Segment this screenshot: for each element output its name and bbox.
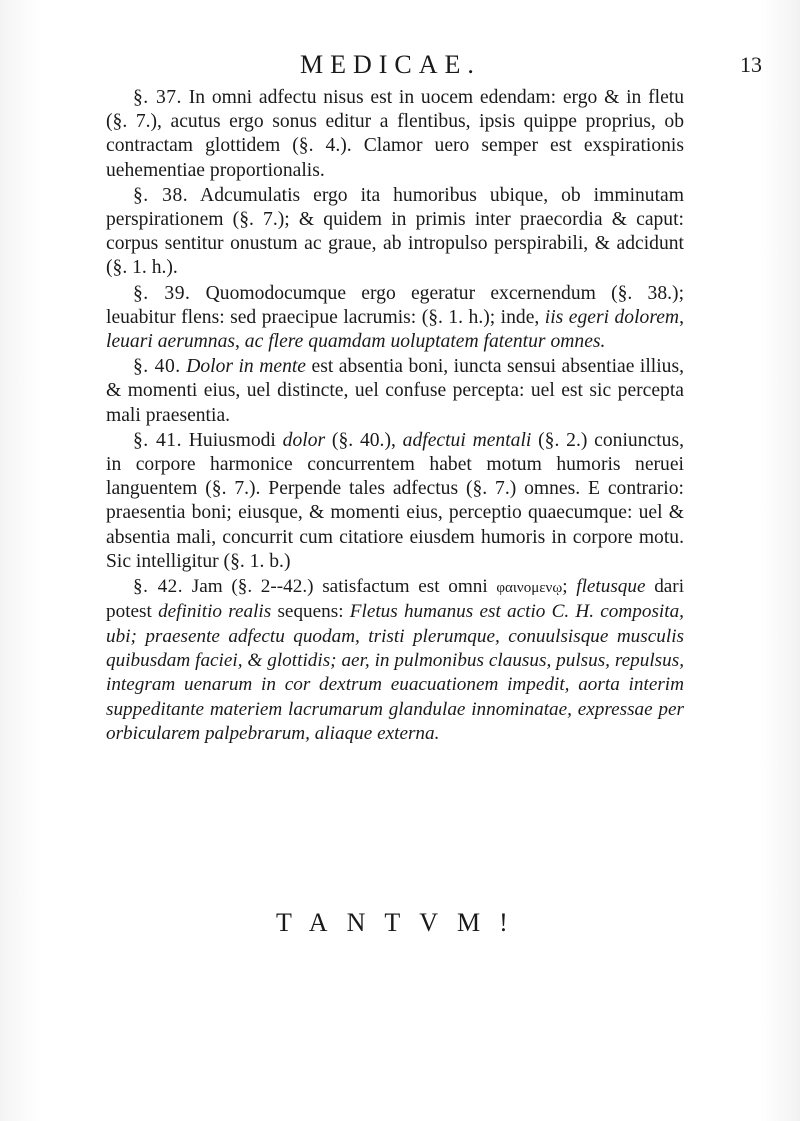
text-run: (§. 40.), bbox=[325, 429, 403, 451]
italic-text: dolor bbox=[282, 429, 326, 451]
text-run: , bbox=[235, 331, 245, 353]
text-run: Adcumulatis ergo ita humoribus ubique, ob imminutam perspirationem (§. 7.); & quidem in primis inter praecordia & caput: corpus sentitur onustum ac graue, ab intropulso perspirabili, & adcidunt (§. 1. h.). bbox=[106, 184, 684, 279]
text-run: sequens: bbox=[271, 601, 350, 623]
italic-text: iis egeri dolorem bbox=[544, 306, 680, 328]
paragraph-41 bbox=[106, 429, 684, 574]
paragraph-38 bbox=[106, 184, 684, 281]
italic-text: Fletus humanus est actio C. H. composita, ubi; praesente adfectu quodam, tristi plerumque, conuulsisque musculis quibusdam faciei, & glottidis; aer, in pulmonibus clausus, pulsus, repulsus, integram uenarum in cor dextrum euacuationem impedit, aorta interim suppeditante materiem lacrumarum glandulae innominatae, expressae per orbicularem palpebrarum, aliaque externa. bbox=[106, 601, 684, 744]
text-run: , bbox=[679, 306, 684, 328]
paragraph-37 bbox=[106, 86, 684, 183]
italic-text: adfectui mentali bbox=[402, 429, 532, 451]
finis-text: TANTVM! bbox=[276, 908, 527, 937]
running-head bbox=[0, 50, 800, 82]
text-run: dari potest bbox=[106, 576, 685, 623]
text-run: est absentia boni, iuncta sensui absentiae illius, & momenti eius, uel distincte, uel confuse percepta: uel est sic percepta mali praesentia. bbox=[106, 356, 684, 426]
section-label: §. 41. bbox=[133, 429, 182, 451]
text-run: (§. 2.) coniunctus, in corpore harmonice concurrentem habet motum humoris neruei languentem (§. 7.). Perpende tales adfectus (§. 7.) omnes. E contrario: praesentia boni; eiusque, & momenti eius, perceptio quaecumque: uel & absentia mali, concurrit cum citatiore eiusdem humoris in corpore motu. Sic intelligitur (§. 1. b.) bbox=[106, 429, 684, 572]
body-text bbox=[106, 86, 684, 747]
italic-text: fletusque bbox=[576, 576, 646, 598]
paragraph-39 bbox=[106, 282, 684, 355]
section-label: §. 38. bbox=[133, 184, 189, 206]
running-title: MEDICAE. bbox=[300, 50, 481, 79]
text-run: Huiusmodi bbox=[188, 429, 283, 451]
paragraph-42 bbox=[106, 575, 684, 746]
italic-text: Dolor in mente bbox=[186, 356, 307, 378]
italic-text: leuari aerumnas bbox=[106, 331, 235, 353]
text-run: Quomodocumque ergo egeratur excernendum (§. 38.); leuabitur flens: sed praecipue lacrumis: (§. 1. h.); inde, bbox=[106, 282, 685, 328]
text-run: ; bbox=[562, 576, 577, 598]
page-number: 13 bbox=[740, 52, 762, 77]
text-run: Jam (§. 2--42.) satisfactum est omni bbox=[191, 576, 497, 598]
paragraph-40 bbox=[106, 355, 684, 428]
text-run: In omni adfectu nisus est in uocem edendam: ergo & in fletu (§. 7.), acutus ergo sonus editur a flentibus, ipsis quippe proprius, ob contractam glottidem (§. 4.). Clamor uero semper est exspirationis uehementiae proportionalis. bbox=[106, 87, 685, 181]
section-label: §. 40. bbox=[133, 356, 181, 378]
greek-text: φαινομενῳ bbox=[496, 580, 563, 597]
italic-text: definitio realis bbox=[158, 601, 272, 623]
italic-text: ac flere quamdam uoluptatem fatentur omnes. bbox=[244, 331, 606, 353]
section-label: §. 39. bbox=[133, 282, 191, 304]
section-label: §. 42. bbox=[133, 576, 184, 598]
section-label: §. 37. bbox=[133, 87, 182, 108]
